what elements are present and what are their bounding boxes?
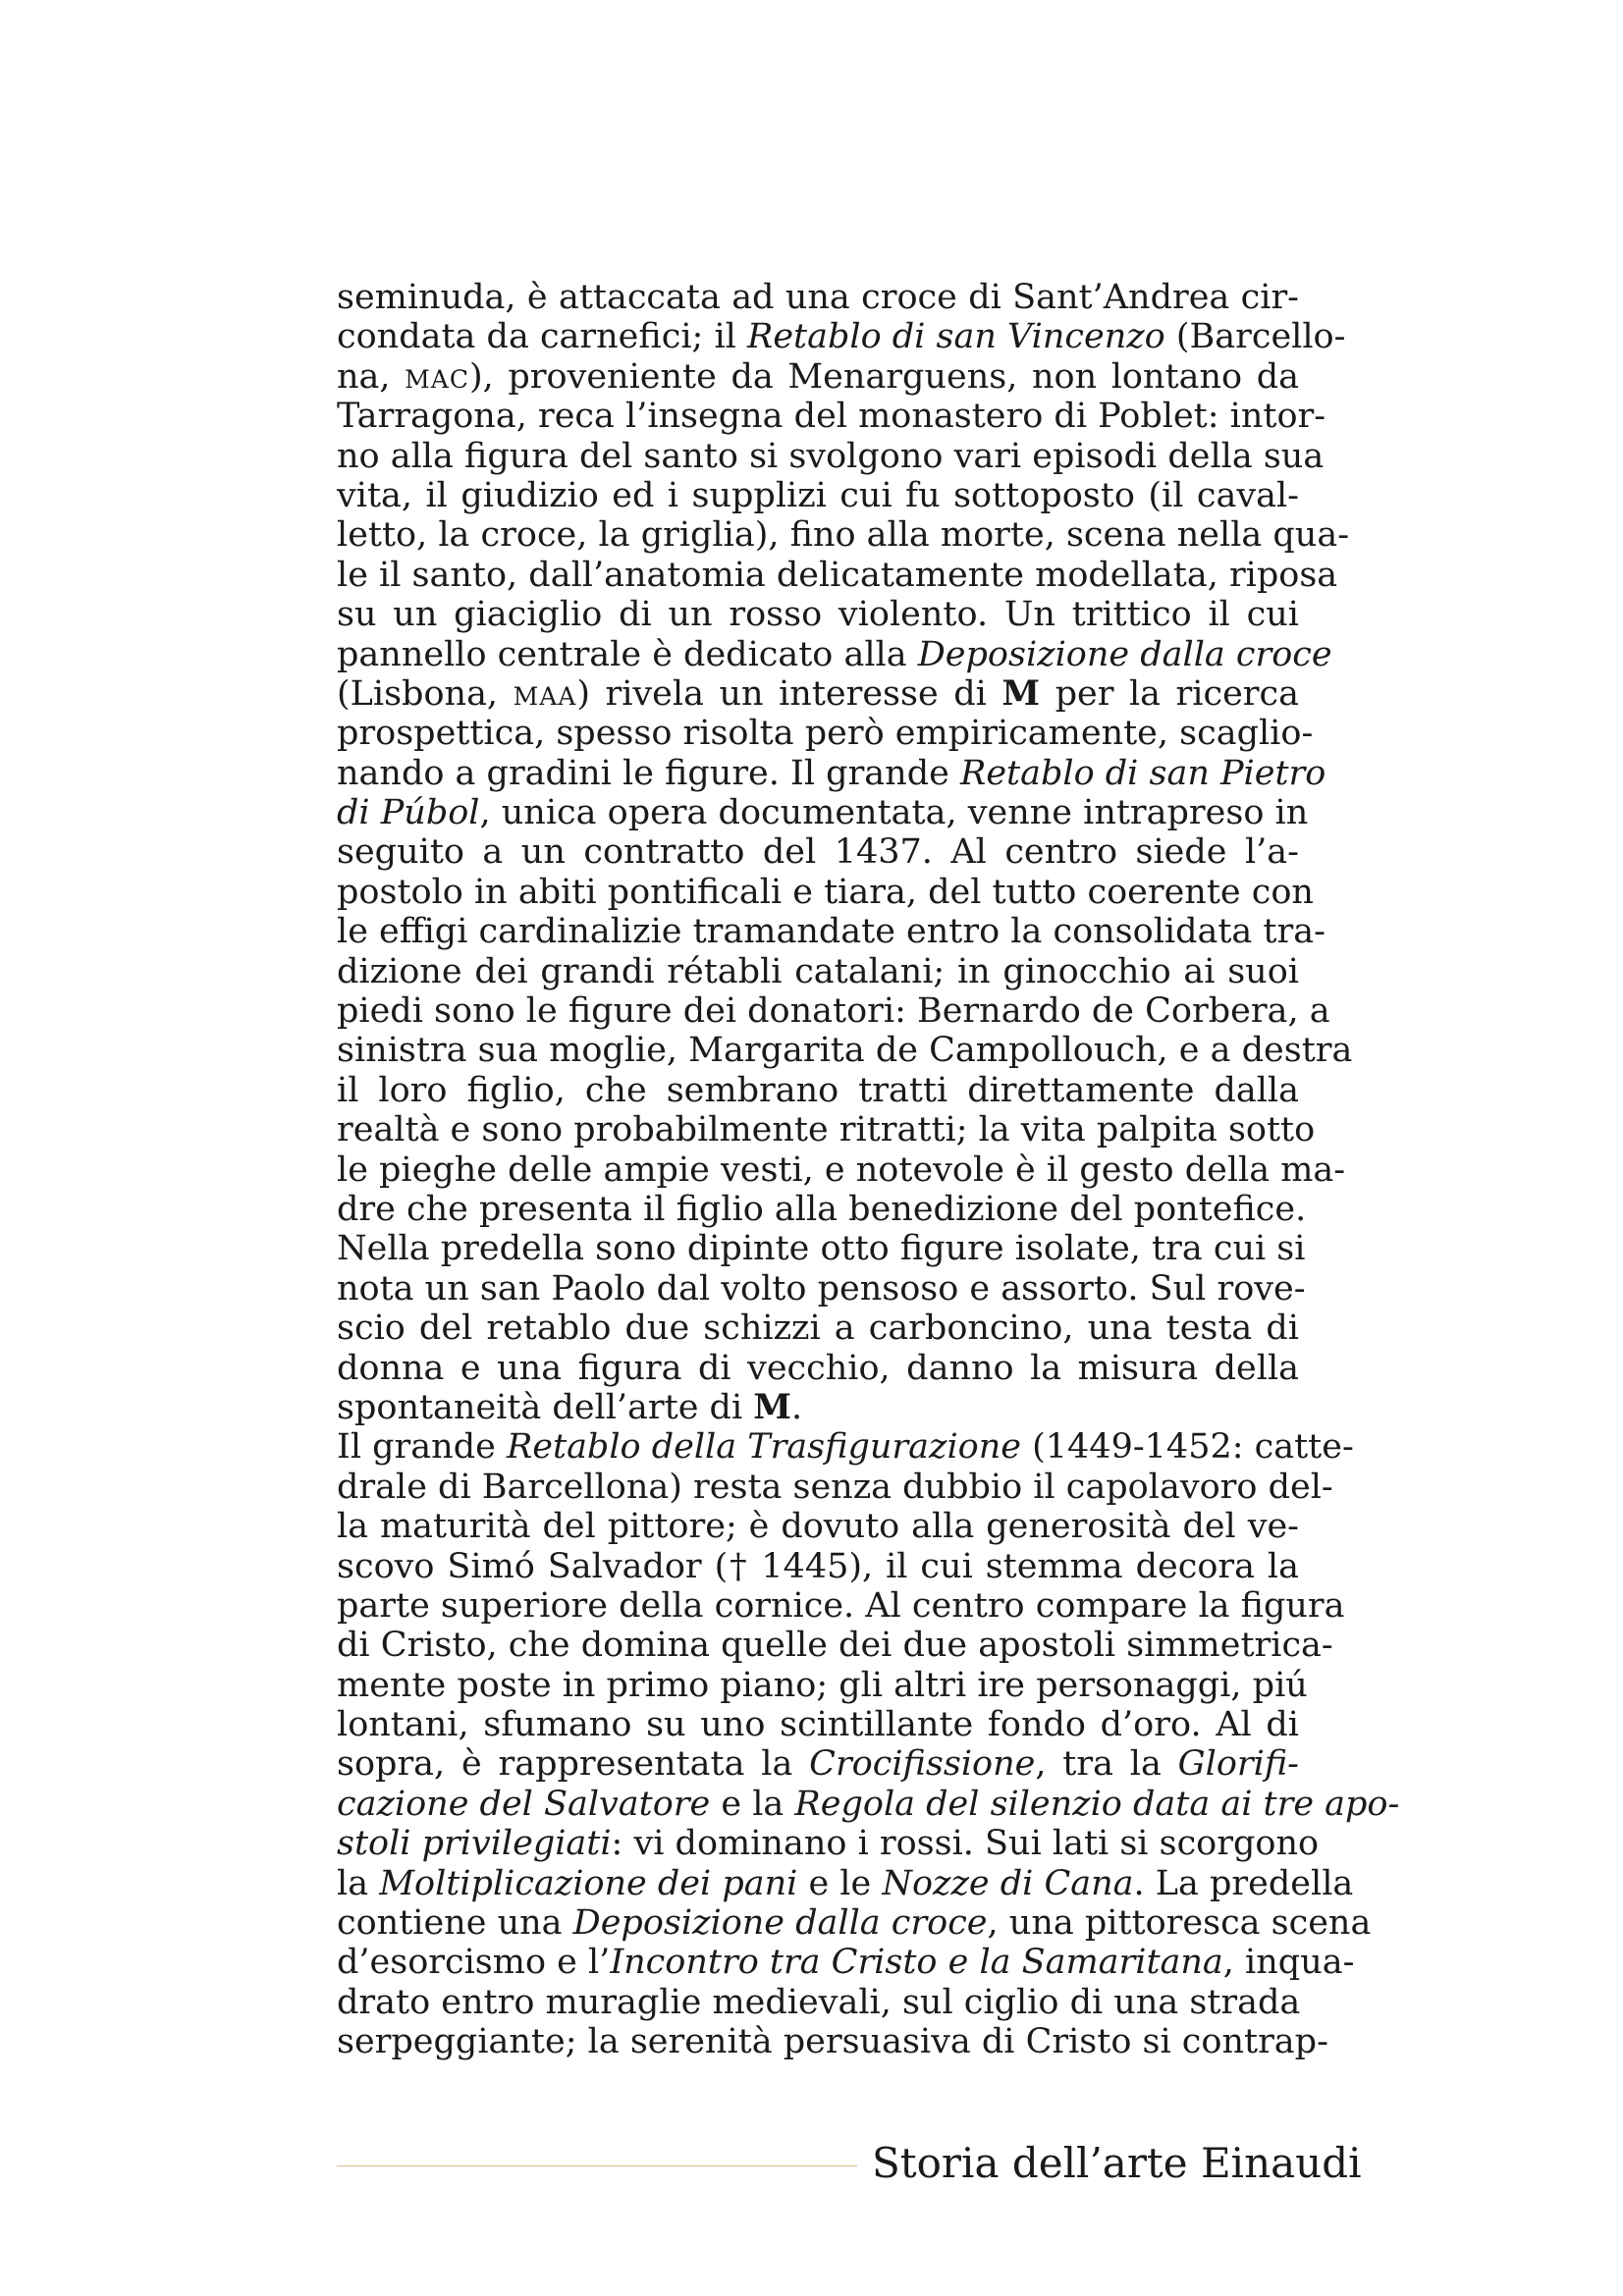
italic-title: Retablo della Trasfigurazione (506, 1427, 1021, 1468)
museum-abbrev: maa (513, 673, 577, 714)
italic-title: Moltiplicazione dei pani (379, 1863, 798, 1903)
footer-title: Storia dell’arte Einaudi (872, 2139, 1362, 2187)
text-run: e la (710, 1784, 795, 1824)
text-line (337, 832, 1299, 872)
text-run: , inqua- (1222, 1943, 1355, 1983)
italic-title: Deposizione dalla croce (917, 634, 1332, 674)
text-run: . (791, 1387, 803, 1427)
italic-title: Regola del silenzio data ai tre apo- (794, 1784, 1400, 1824)
text-run: d’esorcismo e l’ (337, 1943, 611, 1983)
text-run: Il grande (337, 1427, 507, 1468)
text-run: ) rivela un interesse di (576, 673, 1002, 714)
italic-title: Crocifissione (809, 1744, 1036, 1785)
text-run: letto, la croce, la griglia), fino alla morte, scena nella qua- (337, 515, 1350, 556)
text-line (337, 515, 1350, 556)
text-run: Tarragona, reca l’insegna del monastero di Poblet: intor- (337, 397, 1326, 437)
text-line (337, 634, 1332, 674)
text-line (337, 1824, 1320, 1864)
text-line (337, 1189, 1307, 1229)
text-run: ), proveniente da Menarguens, non lontano da (468, 356, 1299, 397)
text-line (337, 1071, 1299, 1110)
text-line (337, 476, 1299, 515)
text-run: (Lisbona, (337, 673, 514, 714)
text-line (337, 2022, 1328, 2062)
text-run: mente poste in primo piano; gli altri ire personaggi, piú (337, 1665, 1308, 1705)
text-run: la maturità del pittore; è dovuto alla generosità del ve- (337, 1507, 1299, 1547)
text-line (337, 1863, 1354, 1903)
text-line (337, 1229, 1306, 1269)
artist-initial: M (753, 1386, 792, 1427)
text-line (337, 1626, 1333, 1666)
text-line (337, 1110, 1316, 1150)
text-line (337, 872, 1314, 912)
text-run: realtà e sono probabilmente ritratti; la vita palpita sotto (337, 1110, 1316, 1150)
italic-title: Nozze di Cana (882, 1863, 1134, 1903)
text-run: vita, il giudizio ed i supplizi cui fu sottoposto (il caval- (337, 475, 1299, 515)
text-run: dizione dei grandi rétabli catalani; in ginocchio ai suoi (337, 951, 1299, 991)
text-run: le effigi cardinalizie tramandate entro la consolidata tra- (337, 912, 1325, 952)
text-line (337, 555, 1338, 595)
text-line (337, 991, 1330, 1032)
text-run: lontani, sfumano su uno scintillante fondo d’oro. Al di (337, 1705, 1299, 1745)
italic-title: cazione del Salvatore (337, 1784, 711, 1824)
text-line (337, 278, 1299, 317)
text-run: per la ricerca (1040, 673, 1299, 714)
text-line (337, 1903, 1372, 1944)
text-run: seguito a un contratto del 1437. Al centro siede l’a- (337, 832, 1299, 873)
text-line (337, 1308, 1299, 1348)
text-run: sinistra sua moglie, Margarita de Campollouch, e a destra (337, 1031, 1353, 1071)
text-run: di Cristo, che domina quelle dei due apostoli simmetrica- (337, 1626, 1333, 1666)
text-line (337, 1388, 1299, 1427)
text-line (337, 1268, 1306, 1308)
text-line (337, 595, 1299, 634)
text-line (337, 1744, 1299, 1784)
text-run: le il santo, dall’anatomia delicatamente modellata, riposa (337, 555, 1338, 595)
text-run: , tra la (1035, 1744, 1178, 1785)
text-run: dre che presenta il figlio alla benedizione del pontefice. (337, 1189, 1307, 1229)
text-line (337, 1943, 1355, 1983)
italic-title: di Púbol (337, 793, 480, 833)
text-run: le pieghe delle ampie vesti, e notevole è il gesto della ma- (337, 1149, 1346, 1190)
italic-title: Retablo di san Pietro (959, 753, 1326, 793)
text-run: e le (797, 1863, 883, 1903)
text-run: (1449-1452: catte- (1020, 1427, 1354, 1468)
text-run: scovo Simó Salvador († 1445), il cui stemma decora la (337, 1546, 1299, 1586)
italic-title: Deposizione dalla croce (572, 1903, 988, 1944)
text-run: serpeggiante; la serenità persuasiva di Cristo si contrap- (337, 2022, 1328, 2062)
text-line (337, 714, 1314, 754)
artist-initial: M (1001, 672, 1041, 714)
text-line (337, 357, 1299, 397)
text-run: Nella predella sono dipinte otto figure isolate, tra cui si (337, 1229, 1306, 1269)
text-run: postolo in abiti pontificali e tiara, del tutto coerente con (337, 872, 1314, 912)
text-run: nota un san Paolo dal volto pensoso e assorto. Sul rove- (337, 1268, 1306, 1308)
text-run: , unica opera documentata, venne intrapreso in (479, 793, 1309, 833)
museum-abbrev: mac (405, 356, 469, 397)
text-line (337, 674, 1299, 714)
text-run: . La predella (1133, 1863, 1354, 1903)
text-line (337, 1983, 1299, 2022)
text-run: contiene una (337, 1903, 573, 1944)
text-run: parte superiore della cornice. Al centro compare la figura (337, 1585, 1345, 1626)
text-line (337, 1349, 1299, 1388)
text-run: la (337, 1863, 380, 1903)
text-line (337, 1585, 1345, 1626)
text-run: scio del retablo due schizzi a carboncino, una testa di (337, 1308, 1299, 1349)
text-run: piedi sono le figure dei donatori: Bernardo de Corbera, a (337, 991, 1330, 1032)
text-run: su un giaciglio di un rosso violento. Un trittico il cui (337, 595, 1299, 635)
text-line (337, 1705, 1299, 1744)
text-run: il loro figlio, che sembrano tratti direttamente dalla (337, 1070, 1299, 1110)
text-line (337, 1547, 1299, 1586)
text-run: no alla figura del santo si svolgono vari episodi della sua (337, 436, 1325, 476)
text-line (337, 1427, 1354, 1468)
italic-title: Retablo di san Vincenzo (746, 317, 1165, 357)
text-line (337, 1507, 1299, 1546)
italic-title: stoli privilegiati (337, 1824, 612, 1864)
italic-title: Glorifi- (1177, 1744, 1299, 1785)
text-run: pannello centrale è dedicato alla (337, 634, 918, 674)
italic-title: Incontro tra Cristo e la Samaritana (610, 1943, 1223, 1983)
text-run: seminuda, è attaccata ad una croce di Sant’Andrea cir- (337, 278, 1299, 317)
text-run: spontaneità dell’arte di (337, 1387, 754, 1427)
text-run: drato entro muraglie medievali, sul ciglio di una strada (337, 1982, 1301, 2022)
text-run: drale di Barcellona) resta senza dubbio il capolavoro del- (337, 1467, 1333, 1507)
text-line (337, 753, 1326, 793)
text-run: nando a gradini le figure. Il grande (337, 753, 960, 793)
text-line (337, 793, 1309, 833)
text-run: donna e una figura di vecchio, danno la misura della (337, 1348, 1299, 1388)
body-text (337, 278, 1400, 2062)
footer-rule (337, 2165, 857, 2166)
text-line (337, 912, 1325, 952)
text-run: , una pittoresca scena (987, 1903, 1372, 1944)
text-line (337, 397, 1326, 437)
text-line (337, 436, 1325, 476)
text-line (337, 317, 1346, 357)
text-line (337, 1665, 1308, 1705)
text-run: sopra, è rappresentata la (337, 1744, 810, 1785)
text-line (337, 1784, 1400, 1824)
text-line (337, 1149, 1346, 1190)
text-line (337, 1031, 1353, 1071)
text-run: (Barcello- (1164, 317, 1346, 357)
text-run: : vi dominano i rossi. Sui lati si scorgono (611, 1824, 1320, 1864)
text-run: prospettica, spesso risolta però empiricamente, scaglio- (337, 714, 1314, 754)
text-line (337, 1467, 1333, 1507)
text-run: condata da carnefici; il (337, 317, 747, 357)
text-line (337, 952, 1299, 991)
text-run: na, (337, 356, 406, 397)
